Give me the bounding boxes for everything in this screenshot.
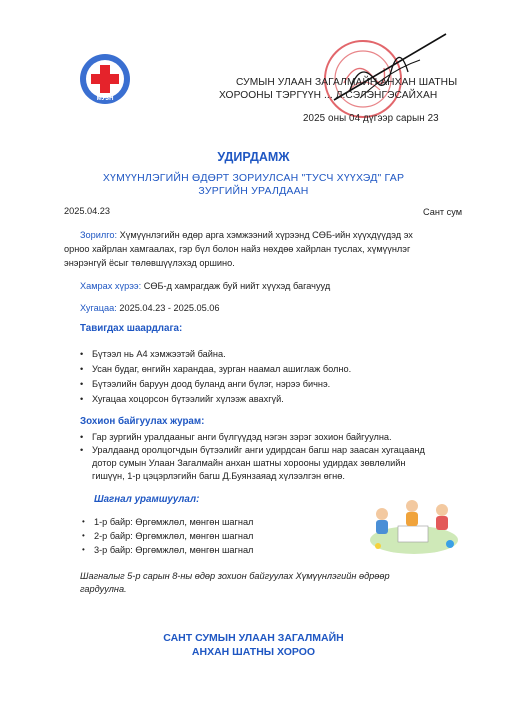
awards-heading: Шагнал урамшуулал: <box>94 494 200 505</box>
doc-date: 2025.04.23 <box>64 206 110 216</box>
organization-heading: Зохион байгуулах журам: <box>80 416 205 427</box>
org-item-2-line1: • Уралдаанд оролцогчдын бүтээлийг анги удирдсан багш нар заасан хугацаанд <box>92 445 425 455</box>
goal-label: Зорилго: <box>80 230 118 240</box>
list-item: • Бүтээл нь А4 хэмжээтэй байна. <box>80 347 440 362</box>
header-date: 2025 оны 04 дүгээр сарын 23 <box>303 113 439 124</box>
footer-line2: АНХАН ШАТНЫ ХОРОО <box>191 646 316 658</box>
org-item-2-line3: гишүүн, 1-р цэцэрлэгийн багш Д.Буянзаяад хүлээлгэн өгнө. <box>92 471 345 481</box>
header-org-line2: ХОРООНЫ ТЭРГҮҮН ... Л.СЭЛЭНГЭСАЙХАН <box>219 90 438 101</box>
period-text: 2025.04.23 - 2025.05.06 <box>116 303 220 313</box>
list-item: • Усан будаг, өнгийн харандаа, зурган наамал ашиглаж болно. <box>80 362 440 377</box>
footer-line1: САНТ СУМЫН УЛААН ЗАГАЛМАЙН <box>163 632 344 644</box>
goal-text-2: орноо хайрлан хамгаалах, гэр бүл болон найз нөхдөө хайрлан туслах, хүмүүнлэг <box>64 244 411 254</box>
children-drawing-illustration <box>368 488 460 558</box>
doc-subtitle-2: ЗУРГИЙН УРАЛДААН <box>198 185 309 197</box>
organization-list <box>80 431 460 483</box>
list-item: • Гар зургийн уралдааныг анги бүлгүүдэд нэгэн зэрэг зохион байгуулна. <box>80 431 460 444</box>
list-item: • Бүтээлийн баруун доод буланд анги бүлэг, нэрээ бичнэ. <box>80 377 440 392</box>
period-line <box>80 302 220 315</box>
note-line2: гардуулна. <box>80 584 127 594</box>
doc-place: Сант сум <box>423 207 463 217</box>
scope-label: Хамрах хүрээ: <box>80 281 142 291</box>
awards-list <box>82 515 342 557</box>
list-item: • 3-р байр: Өргөмжлөл, мөнгөн шагнал <box>82 543 342 557</box>
goal-text-3: энэрэнгүй ёсыг төлөвшүүлэхэд оршино. <box>64 258 235 268</box>
requirements-heading: Тавигдах шаардлага: <box>80 323 183 334</box>
doc-title: УДИРДАМЖ <box>217 150 290 164</box>
goal-line1 <box>80 229 460 242</box>
note-line1: Шагналыг 5-р сарын 8-ны өдөр зохион байгуулах Хүмүүнлэгийн өдрөөр <box>80 571 390 581</box>
requirements-list <box>80 347 440 407</box>
org-item-2-line2: дотор сумын Улаан Загалмайн анхан шатны хорооны удирдах зөвлөлийн <box>92 458 406 468</box>
logo-text: МУЗН <box>96 96 114 102</box>
list-item: • 2-р байр: Өргөмжлөл, мөнгөн шагнал <box>82 529 342 543</box>
header-org-line1: СУМЫН УЛААН ЗАГАЛМАЙН АНХАН ШАТНЫ <box>236 77 458 88</box>
list-item <box>80 444 460 483</box>
scope-text: СӨБ-д хамрагдаж буй нийт хүүхэд багачууд <box>141 281 331 291</box>
goal-text-1: Хүмүүнлэгийн өдөр арга хэмжээний хүрээнд СӨБ-ийн хүүхдүүдэд эх <box>117 230 413 240</box>
scope-line <box>80 280 330 293</box>
doc-subtitle-1: ХҮМҮҮНЛЭГИЙН ӨДӨРТ ЗОРИУЛСАН "ТУСЧ ХҮҮХЭД" ГАР <box>102 172 405 184</box>
list-item: • 1-р байр: Өргөмжлөл, мөнгөн шагнал <box>82 515 342 529</box>
list-item: • Хугацаа хоцорсон бүтээлийг хүлээж авахгүй. <box>80 392 440 407</box>
period-label: Хугацаа: <box>80 303 117 313</box>
